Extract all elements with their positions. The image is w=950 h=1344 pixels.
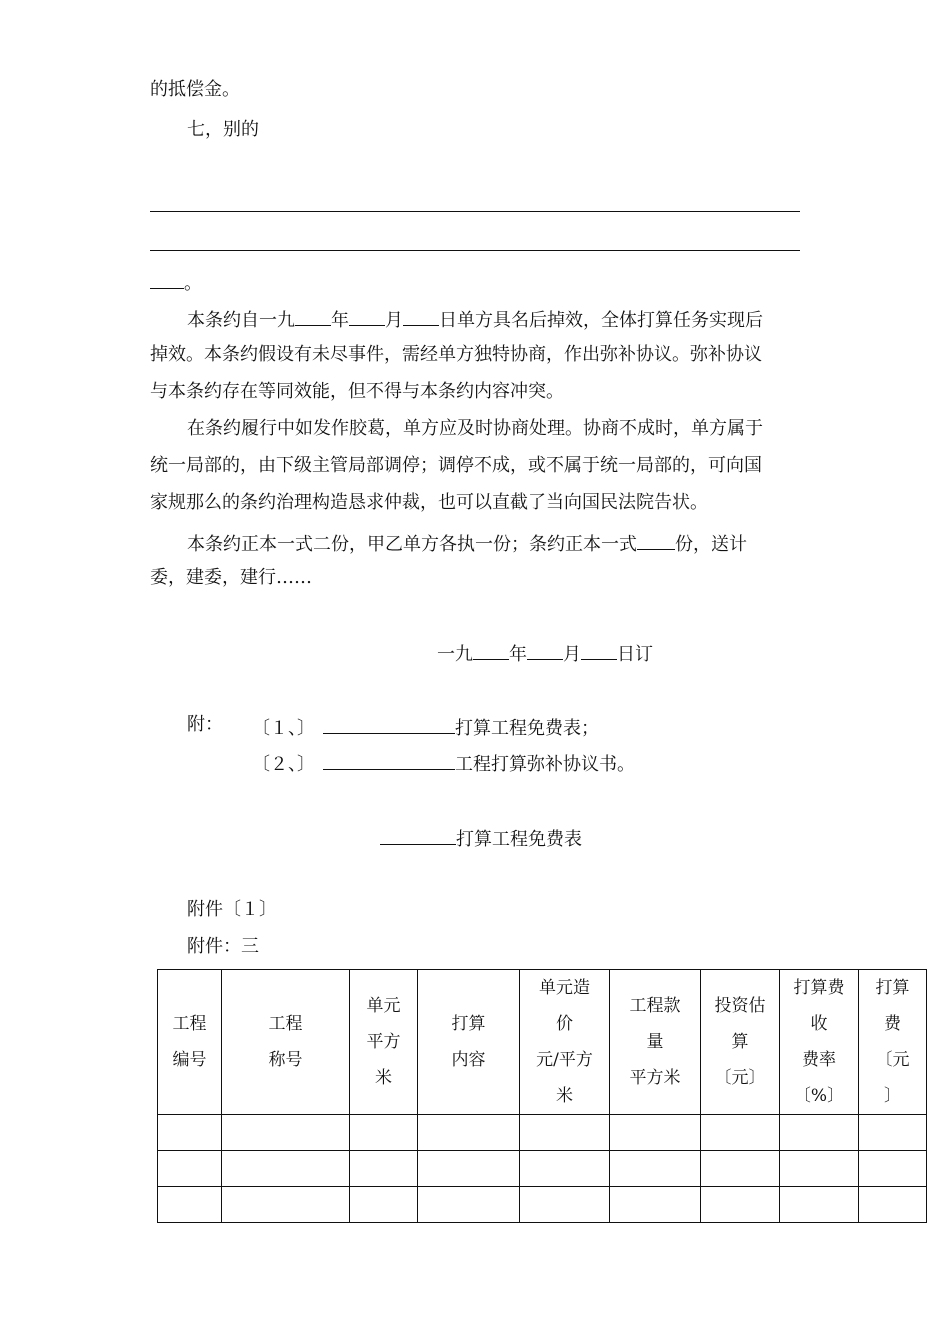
attachment-one-label: 附件〔１〕 [187,899,277,920]
attachment-item-1-number: 〔１、〕 [252,718,315,739]
header-project-number: 工程 编号 [158,970,222,1115]
effective-pre: 本条约自一九 [187,310,295,331]
blank-end-punct: 。 [184,273,202,294]
blank-rule-2 [150,250,800,251]
table-cell [418,1187,520,1223]
sign-date-month: 月 [563,644,581,665]
fee-table-header-row [158,970,927,1115]
header-project-name: 工程 称号 [222,970,350,1115]
table-cell [222,1151,350,1187]
header-project-quantity: 工程款 量 平方米 [610,970,701,1115]
sign-date-pre: 一九 [437,644,473,665]
table-cell [859,1115,927,1151]
effective-post: 日单方具名后掉效，全体打算任务实现后 [439,310,763,331]
effective-month: 月 [385,310,403,331]
table-cell [520,1187,610,1223]
effective-clause-line-1 [187,305,763,333]
attachment-item-2-text: 工程打算弥补协议书。 [455,754,635,775]
table-cell [418,1151,520,1187]
copies-pre: 本条约正本一式二份，甲乙单方各执一份；条约正本一式 [187,534,637,555]
header-design-content: 打算 内容 [418,970,520,1115]
sign-date-year: 年 [509,644,527,665]
table-cell [610,1115,701,1151]
attachment-item-2-number: 〔２、〕 [252,754,315,775]
table-cell [158,1151,222,1187]
header-design-fee: 打算 费 〔元 〕 [859,970,927,1115]
table-cell [520,1151,610,1187]
table-cell [222,1115,350,1151]
table-cell [610,1151,701,1187]
table-cell [158,1187,222,1223]
copies-clause-line-1 [187,529,747,557]
header-unit-cost: 单元造 价 元/平方 米 [520,970,610,1115]
effective-year: 年 [331,310,349,331]
sign-date [437,639,653,667]
blank-rule-1 [150,211,800,212]
attachment-item-1 [252,713,599,741]
table-row [158,1151,927,1187]
attachment-three-label: 附件：三 [187,936,259,957]
fee-table [157,969,927,1223]
effective-clause-line-3: 与本条约存在等同效能，但不得与本条约内容冲突。 [150,381,564,402]
table-cell [701,1151,780,1187]
sign-date-day: 日订 [617,644,653,665]
table-cell [780,1115,859,1151]
table-cell [780,1151,859,1187]
table-cell [350,1187,418,1223]
header-investment-estimate: 投资估 算 〔元〕 [701,970,780,1115]
table-cell [701,1115,780,1151]
effective-clause-line-2: 掉效。本条约假设有未尽事件，需经单方独特协商，作出弥补协议。弥补协议 [150,344,762,365]
table-cell [350,1115,418,1151]
blank-rule-end [150,268,202,296]
table-cell [350,1151,418,1187]
table-cell [859,1187,927,1223]
copies-post: 份，送计 [675,534,747,555]
table-cell [780,1187,859,1223]
table-cell [520,1115,610,1151]
table-cell [701,1187,780,1223]
table-row [158,1187,927,1223]
header-fee-rate: 打算费 收 费率 〔%〕 [780,970,859,1115]
fee-table-title-text: 打算工程免费表 [456,829,582,850]
table-cell [418,1115,520,1151]
dispute-clause-line-2: 统一局部的，由下级主管局部调停；调停不成，或不属于统一局部的，可向国 [150,455,762,476]
table-cell [859,1151,927,1187]
table-cell [222,1187,350,1223]
dispute-clause-line-1: 在条约履行中如发作胶葛，单方应及时协商处理。协商不成时，单方属于 [187,418,763,439]
fee-table-title [380,824,582,852]
copies-clause-line-2: 委，建委，建行…… [150,567,312,588]
attachments-label: 附： [187,714,223,735]
paragraph-compensation-end: 的抵偿金。 [150,79,240,100]
attachment-item-1-text: 打算工程免费表； [455,718,599,739]
table-cell [610,1187,701,1223]
table-row [158,1115,927,1151]
section-seven-heading: 七，别的 [187,119,259,140]
header-unit-area: 单元 平方 米 [350,970,418,1115]
dispute-clause-line-3: 家规那么的条约治理构造恳求仲裁，也可以直截了当向国民法院告状。 [150,492,708,513]
attachment-item-2 [252,749,635,777]
table-cell [158,1115,222,1151]
